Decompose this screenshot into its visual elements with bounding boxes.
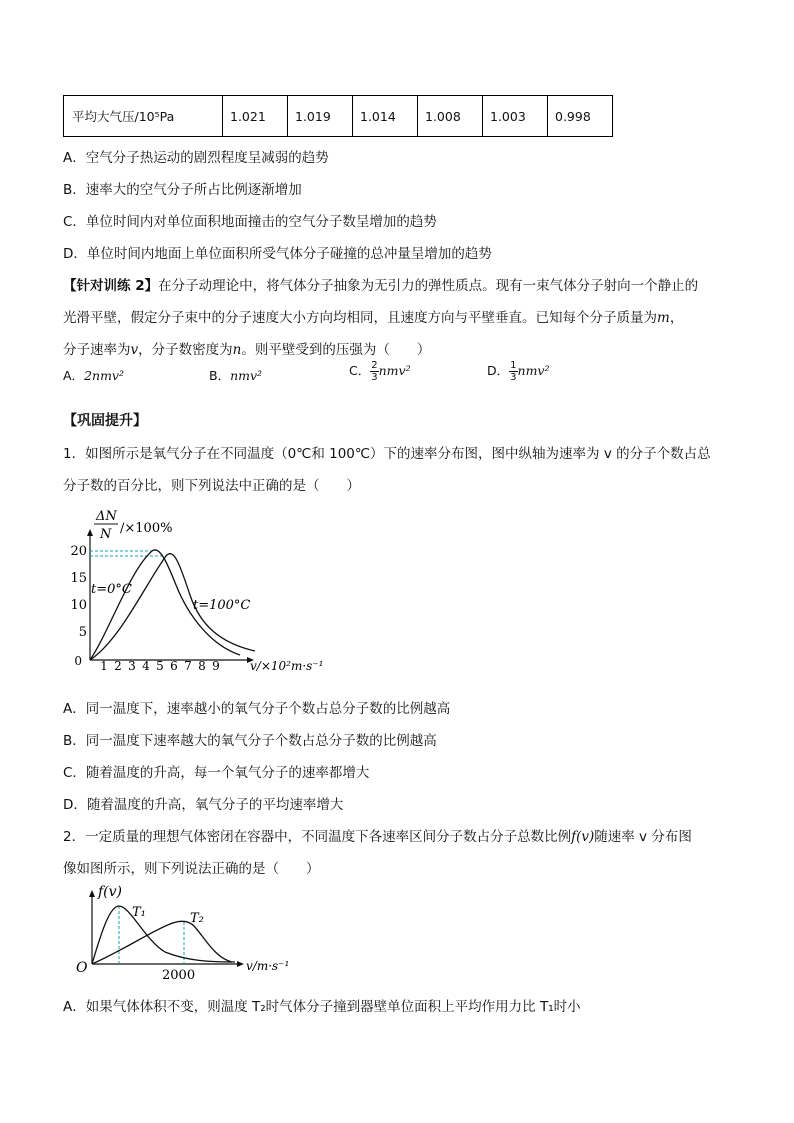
q1-line2: 分子数的百分比，则下列说法中正确的是（ ） — [63, 478, 360, 494]
option-b: B．速率大的空气分子所占比例逐渐增加 — [63, 182, 302, 198]
table-cell: 1.021 — [223, 96, 288, 137]
denominator: 3 — [510, 372, 517, 383]
var-v: v — [130, 342, 139, 358]
x-tick-label: 9 — [212, 659, 220, 673]
x-axis-label: v/m·s⁻¹ — [246, 959, 290, 973]
section-title: 【巩固提升】 — [63, 413, 147, 429]
ylabel-numerator: ΔN — [96, 509, 117, 524]
x-tick-label: 7 — [184, 659, 192, 673]
curve-label-0c: t=0°C — [91, 582, 132, 597]
numerator: 2 — [371, 360, 378, 371]
var-m: m — [657, 310, 670, 326]
text: 随速率 v 分布图 — [594, 829, 692, 845]
expression: nmv² — [378, 363, 411, 378]
numerator: 1 — [510, 360, 517, 371]
pressure-table — [63, 95, 613, 137]
speed-distribution-chart-1 — [60, 505, 350, 677]
x-tick-label: 2 — [114, 659, 122, 673]
table-cell: 1.014 — [353, 96, 418, 137]
text: ，分子数密度为 — [138, 342, 233, 358]
table-cell: 1.003 — [483, 96, 548, 137]
curve-t1 — [92, 906, 235, 964]
q1-option-a: A．同一温度下，速率越小的氧气分子个数占总分子数的比例越高 — [63, 701, 451, 717]
q2-line2: 像如图所示，则下列说法正确的是（ ） — [63, 861, 320, 877]
x-axis-arrow — [237, 961, 244, 967]
y-tick-label: 10 — [70, 598, 87, 613]
y-tick-label: 5 — [78, 625, 87, 640]
option-d: D．单位时间内地面上单位面积所受气体分子碰撞的总冲量呈增加的趋势 — [63, 246, 492, 262]
text: 分子速率为 — [63, 342, 131, 358]
fraction — [370, 360, 378, 383]
table-header-cell: 平均大气压/10⁵Pa — [64, 96, 223, 137]
y-tick-label: 0 — [74, 654, 82, 668]
training2-line3 — [63, 338, 430, 358]
label: B． — [209, 368, 231, 383]
training2-option-b — [209, 366, 262, 384]
ylabel-denominator: N — [100, 527, 112, 542]
var-n: n — [232, 342, 242, 358]
q1-option-b: B．同一温度下速率越大的氧气分子个数占总分子数的比例越高 — [63, 733, 437, 749]
expression: 2nmv² — [84, 368, 124, 383]
y-tick-label: 20 — [70, 544, 87, 559]
text: 。则平壁受到的压强为（ ） — [241, 342, 431, 358]
table-row — [64, 96, 613, 137]
training2-line2 — [63, 306, 683, 326]
x-tick-label: 3 — [128, 659, 136, 673]
curve-label-t2: T₂ — [190, 911, 204, 926]
option-a: A．空气分子热运动的剧烈程度呈减弱的趋势 — [63, 150, 329, 166]
x-tick-label: 5 — [156, 659, 164, 673]
speed-distribution-chart-2 — [70, 880, 300, 980]
origin-label: O — [76, 960, 88, 976]
training2-option-c — [349, 360, 411, 383]
q1-option-c: C．随着温度的升高，每一个氧气分子的速率都增大 — [63, 765, 370, 781]
function-fv: f(v) — [571, 829, 595, 845]
y-axis-arrow — [89, 890, 95, 897]
x-axis-label: v/×10²m·s⁻¹ — [250, 659, 324, 673]
text: 2．一定质量的理想气体密闭在容器中，不同温度下各速率区间分子数占分子总数比例 — [63, 829, 572, 845]
label: C． — [349, 363, 371, 378]
q1-option-d: D．随着温度的升高，氧气分子的平均速率增大 — [63, 797, 344, 813]
x-tick-label: 6 — [170, 659, 178, 673]
curve-label-t1: T₁ — [132, 905, 146, 920]
fraction — [509, 360, 517, 383]
expression: nmv² — [230, 368, 263, 383]
comma: ， — [669, 310, 684, 326]
ylabel-suffix: /×100% — [120, 521, 173, 536]
training2-text2: 光滑平壁，假定分子束中的分子速度大小方向均相同，且速度方向与平壁垂直。已知每个分子质量为 — [63, 310, 657, 326]
x-tick-labels — [100, 659, 220, 673]
training2-option-d — [487, 360, 550, 383]
q2-line1 — [63, 825, 692, 845]
x-tick-label: 4 — [142, 659, 150, 673]
training2-option-a — [63, 366, 124, 384]
training2-line1 — [63, 274, 698, 294]
label: A． — [63, 368, 85, 383]
table-cell: 1.008 — [418, 96, 483, 137]
x-tick-label: 2000 — [162, 968, 196, 980]
q2-option-a: A．如果气体体积不变，则温度 T₂时气体分子撞到器壁单位面积上平均作用力比 T₁时小 — [63, 999, 581, 1015]
y-axis-arrow — [87, 529, 93, 536]
option-c: C．单位时间内对单位面积地面撞击的空气分子数呈增加的趋势 — [63, 214, 437, 230]
x-tick-label: 8 — [198, 659, 206, 673]
table-cell: 0.998 — [548, 96, 613, 137]
q1-line1: 1．如图所示是氧气分子在不同温度（0℃和 100℃）下的速率分布图，图中纵轴为速率为 v 的分子个数占总 — [63, 446, 711, 462]
label: D． — [487, 363, 510, 378]
curve-t2 — [92, 921, 232, 964]
training2-text1: 在分子动理论中，将气体分子抽象为无引力的弹性质点。现有一束气体分子射向一个静止的 — [158, 278, 699, 294]
ylabel: f(v) — [98, 884, 123, 900]
x-tick-label: 1 — [100, 659, 108, 673]
training2-title: 【针对训练 2】 — [63, 278, 159, 294]
curve-label-100c: t=100°C — [193, 598, 251, 613]
y-tick-label: 15 — [70, 571, 87, 586]
expression: nmv² — [517, 363, 550, 378]
denominator: 3 — [371, 372, 378, 383]
table-cell: 1.019 — [288, 96, 353, 137]
